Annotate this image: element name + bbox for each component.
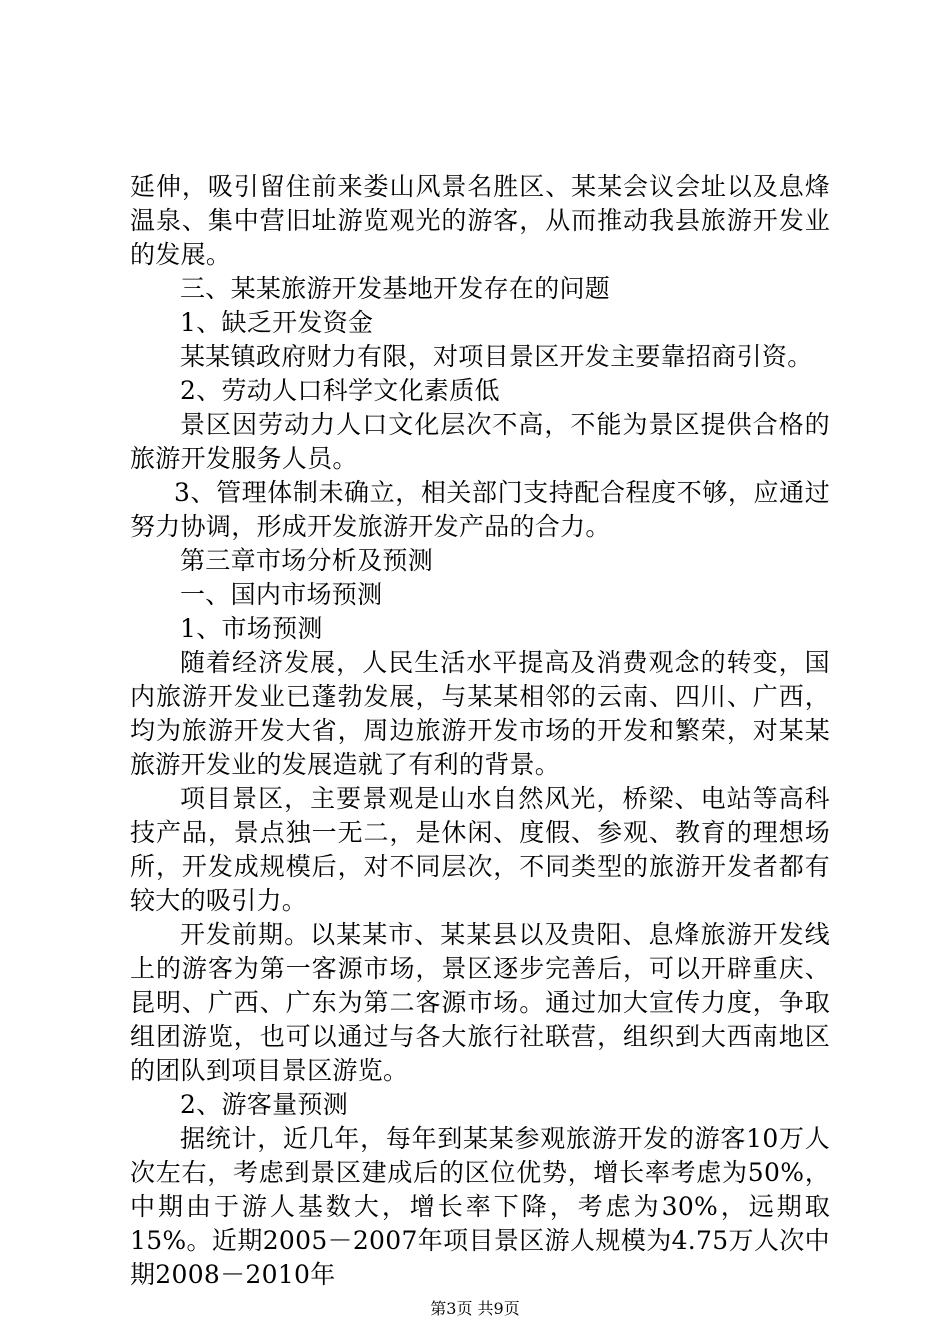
subheading-funding: 1、缺乏开发资金 <box>180 308 374 337</box>
subheading-market-forecast: 1、市场预测 <box>180 614 323 643</box>
page-number: 第3页 共9页 <box>430 1299 520 1318</box>
paragraph-statistics: 据统计，近几年，每年到某某参观旅游开发的游客10万人次左右，考虑到景区建成后的区位优势，增长率考虑为50%，中期由于游人基数大，增长率下降，考虑为30%，远期取15%。近期2005－2007年项目景区游人规模为4.75万人次中期2008－2010年 <box>130 1124 830 1289</box>
document-body <box>130 170 830 1292</box>
paragraph-management: 3、管理体制未确立，相关部门支持配合程度不够，应通过努力协调，形成开发旅游开发产品的合力。 <box>130 478 830 541</box>
section-heading-domestic: 一、国内市场预测 <box>180 580 383 609</box>
chapter-heading-market: 第三章市场分析及预测 <box>180 546 434 575</box>
paragraph-labor: 景区因劳动力人口文化层次不高，不能为景区提供合格的旅游开发服务人员。 <box>130 410 830 473</box>
paragraph-economy: 随着经济发展，人民生活水平提高及消费观念的转变，国内旅游开发业已蓬勃发展，与某某相邻的云南、四川、广西，均为旅游开发大省，周边旅游开发市场的开发和繁荣，对某某旅游开发业的发展造就了有利的背景。 <box>130 648 830 779</box>
section-heading-problems: 三、某某旅游开发基地开发存在的问题 <box>180 274 611 303</box>
paragraph-scenery: 项目景区，主要景观是山水自然风光，桥梁、电站等高科技产品，景点独一无二，是休闲、度假、参观、教育的理想场所，开发成规模后，对不同层次，不同类型的旅游开发者都有较大的吸引力。 <box>130 784 830 915</box>
subheading-visitor-forecast: 2、游客量预测 <box>180 1090 349 1119</box>
paragraph-early-stage: 开发前期。以某某市、某某县以及贵阳、息烽旅游开发线上的游客为第一客源市场，景区逐步完善后，可以开辟重庆、昆明、广西、广东为第二客源市场。通过加大宣传力度，争取组团游览，也可以通过与各大旅行社联营，组织到大西南地区的团队到项目景区游览。 <box>130 920 830 1085</box>
paragraph-funding: 某某镇政府财力有限，对项目景区开发主要靠招商引资。 <box>180 342 813 371</box>
paragraph-continuation: 延伸，吸引留住前来娄山风景名胜区、某某会议会址以及息烽温泉、集中营旧址游览观光的游客，从而推动我县旅游开发业的发展。 <box>130 172 830 269</box>
subheading-labor: 2、劳动人口科学文化素质低 <box>180 376 500 405</box>
